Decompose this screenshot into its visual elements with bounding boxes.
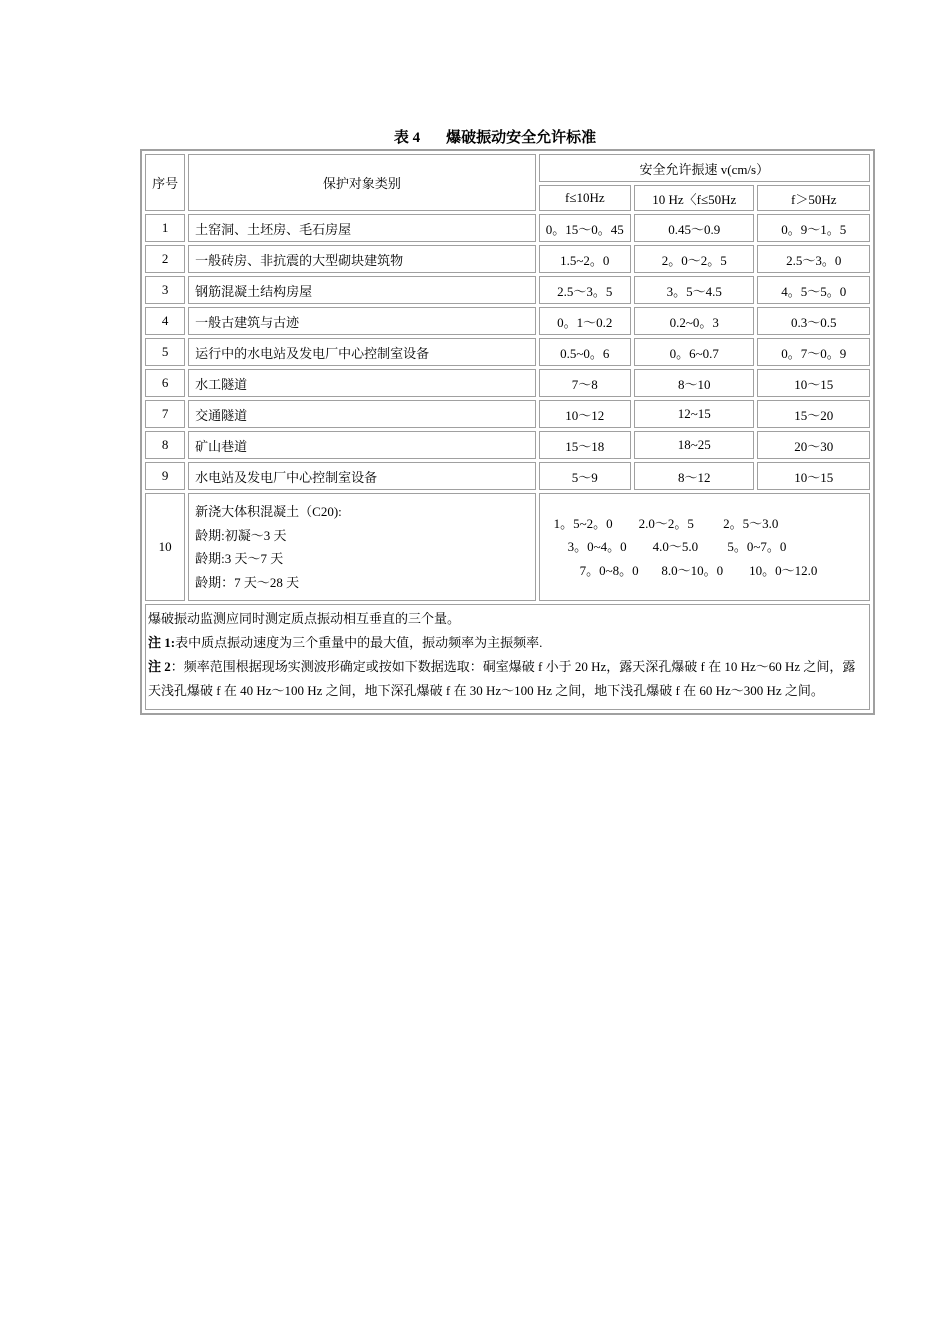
row-v2: 3。5～4.5	[634, 276, 755, 304]
concrete-values-line: 1。5~2。0 2.0～2。5 2。5～3.0	[553, 515, 779, 531]
concrete-values-line: 7。0~8。0 8.0～10。0 10。0～12.0	[579, 562, 818, 578]
row-v2: 12~15	[634, 400, 755, 428]
row-object: 一般古建筑与古迹	[188, 307, 535, 335]
notes-row	[145, 604, 870, 710]
concrete-line: 新浇大体积混凝土（C20):	[195, 504, 342, 519]
header-row	[145, 154, 870, 182]
row-v3: 10～15	[757, 369, 870, 397]
table-row	[145, 431, 870, 459]
row-no: 9	[145, 462, 185, 490]
row-no: 1	[145, 214, 185, 242]
header-object: 保护对象类别	[188, 154, 535, 211]
table-row	[145, 307, 870, 335]
row-object: 水电站及发电厂中心控制室设备	[188, 462, 535, 490]
row-object: 水工隧道	[188, 369, 535, 397]
row-v1: 2.5～3。5	[539, 276, 631, 304]
row-v3: 2.5～3。0	[757, 245, 870, 273]
row-v1: 15～18	[539, 431, 631, 459]
row-v3: 0。9～1。5	[757, 214, 870, 242]
row-v3: 10～15	[757, 462, 870, 490]
note-2-text: ：频率范围根据现场实测波形确定或按如下数据选取：硐室爆破 f 小于 20 Hz，露天深孔爆破 f 在 10 Hz～60 Hz 之间，露天浅孔爆破 f 在 40 Hz～100 Hz 之间，地下深孔爆破 f 在 30 Hz～100 Hz 之间，地下浅孔爆破 f 在 60 Hz～300 Hz 之间。	[148, 659, 856, 698]
row-object-concrete	[188, 493, 535, 601]
row-no: 3	[145, 276, 185, 304]
table-title	[0, 126, 950, 147]
row-v2: 0.2~0。3	[634, 307, 755, 335]
row-v3: 0.3～0.5	[757, 307, 870, 335]
note-1-label: 注 1:	[148, 635, 176, 650]
header-freq-low: f≤10Hz	[539, 185, 631, 211]
vibration-standard-table	[140, 149, 875, 715]
row-no: 6	[145, 369, 185, 397]
header-freq-mid: 10 Hz〈f≤50Hz	[634, 185, 755, 211]
row-no: 5	[145, 338, 185, 366]
row-v2: 18~25	[634, 431, 755, 459]
row-v3: 4。5～5。0	[757, 276, 870, 304]
table-row	[145, 400, 870, 428]
table-title-text: 爆破振动安全允许标准	[446, 130, 597, 146]
table-notes	[145, 604, 870, 710]
row-v1: 0。15～0。45	[539, 214, 631, 242]
row-v2: 0.45～0.9	[634, 214, 755, 242]
table-title-label: 表 4	[393, 130, 421, 146]
row-v2: 8～12	[634, 462, 755, 490]
table-row	[145, 214, 870, 242]
header-freq-high: f＞50Hz	[757, 185, 870, 211]
note-1	[148, 631, 867, 655]
row-v1: 7～8	[539, 369, 631, 397]
table-row	[145, 245, 870, 273]
row-no: 4	[145, 307, 185, 335]
row-v1: 0。1～0.2	[539, 307, 631, 335]
row-v3: 0。7～0。9	[757, 338, 870, 366]
row-v2: 2。0～2。5	[634, 245, 755, 273]
note-1-text: 表中质点振动速度为三个重量中的最大值，振动频率为主振频率.	[175, 635, 543, 650]
row-object: 钢筋混凝土结构房屋	[188, 276, 535, 304]
table-row	[145, 369, 870, 397]
row-object: 交通隧道	[188, 400, 535, 428]
concrete-line: 龄期:初凝～3 天	[195, 527, 287, 543]
row-v1: 5～9	[539, 462, 631, 490]
row-values-concrete	[539, 493, 870, 601]
row-v1: 10～12	[539, 400, 631, 428]
header-velocity: 安全允许振速 v(cm/s）	[539, 154, 870, 182]
concrete-line: 龄期:3 天～7 天	[195, 551, 284, 566]
row-object: 一般砖房、非抗震的大型砌块建筑物	[188, 245, 535, 273]
row-v3: 20～30	[757, 431, 870, 459]
header-seq: 序号	[145, 154, 185, 211]
concrete-line: 龄期：7 天～28 天	[195, 574, 300, 590]
row-object: 矿山巷道	[188, 431, 535, 459]
row-v2: 8～10	[634, 369, 755, 397]
table-row	[145, 338, 870, 366]
row-v1: 1.5~2。0	[539, 245, 631, 273]
row-no: 7	[145, 400, 185, 428]
row-no: 8	[145, 431, 185, 459]
row-v3: 15～20	[757, 400, 870, 428]
row-object: 运行中的水电站及发电厂中心控制室设备	[188, 338, 535, 366]
note-2	[148, 655, 867, 703]
row-no: 10	[145, 493, 185, 601]
concrete-values-line: 3。0~4。0 4.0～5.0 5。0~7。0	[567, 539, 787, 555]
row-v2: 0。6~0.7	[634, 338, 755, 366]
row-object: 土窑洞、土坯房、毛石房屋	[188, 214, 535, 242]
note-general: 爆破振动监测应同时测定质点振动相互垂直的三个量。	[148, 611, 461, 626]
row-v1: 0.5~0。6	[539, 338, 631, 366]
table-row	[145, 462, 870, 490]
table-row	[145, 276, 870, 304]
row-no: 2	[145, 245, 185, 273]
table-row-concrete	[145, 493, 870, 601]
note-2-label: 注 2	[148, 659, 171, 674]
